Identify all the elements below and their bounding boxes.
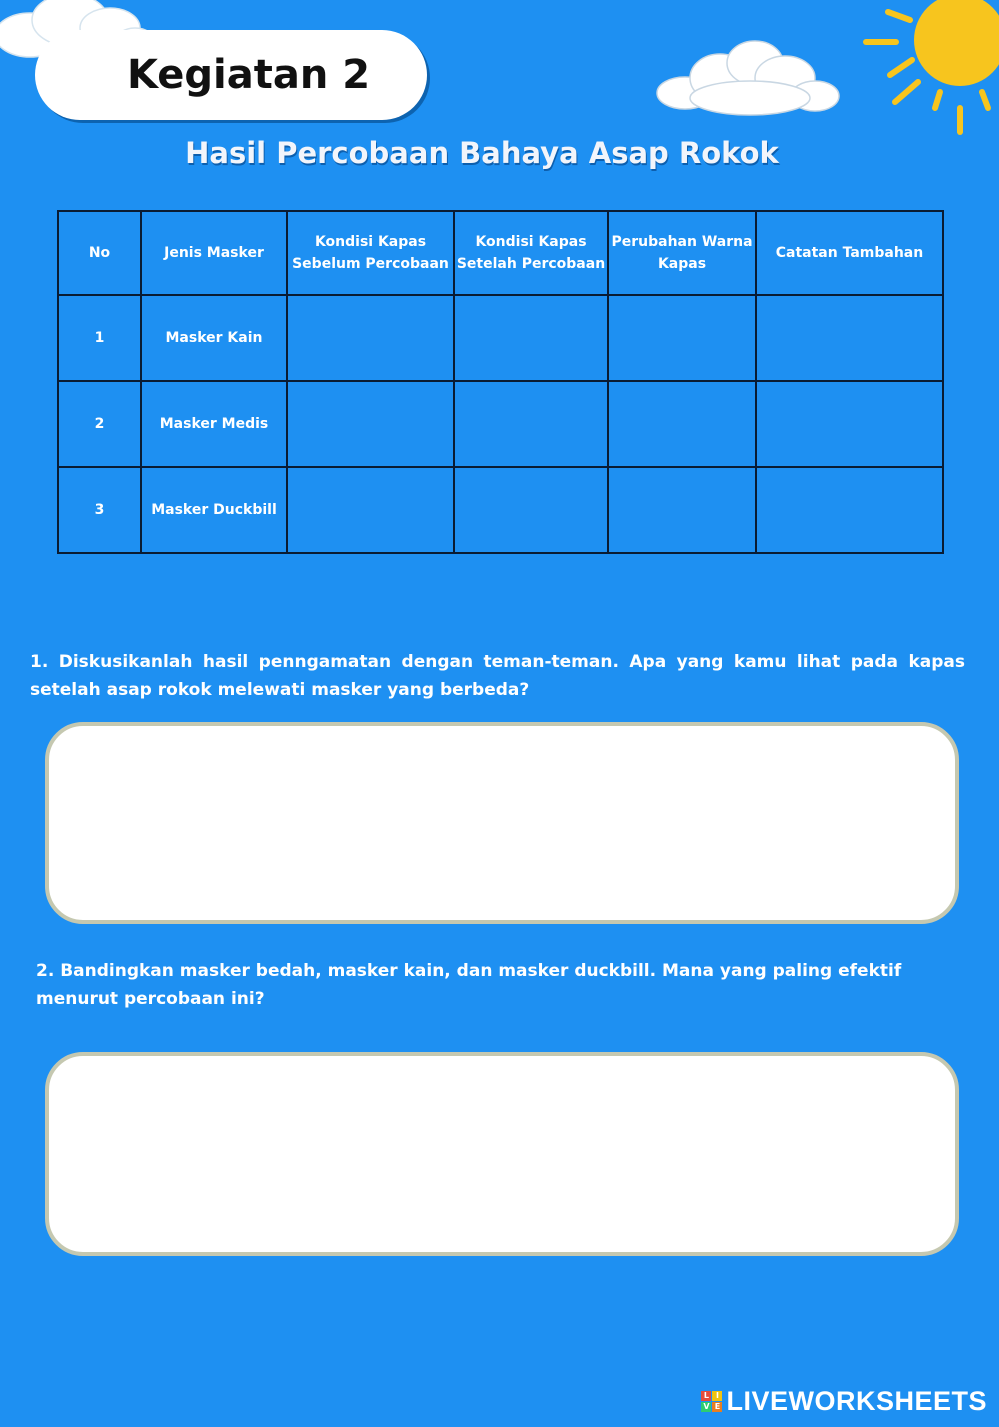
header-catatan: Catatan Tambahan	[756, 211, 943, 295]
cell-input-catatan[interactable]	[756, 295, 943, 381]
answer-box-2[interactable]	[45, 1052, 959, 1256]
title-banner	[35, 30, 427, 120]
cell-no: 2	[58, 381, 141, 467]
cloud-decoration-top-center	[655, 38, 845, 123]
table-header-row	[58, 211, 943, 295]
liveworksheets-watermark	[701, 1384, 987, 1418]
page-title: Kegiatan 2	[127, 52, 371, 98]
header-perubahan-warna: Perubahan Warna Kapas	[608, 211, 756, 295]
cell-input-perubahan[interactable]	[608, 467, 756, 553]
cell-input-catatan[interactable]	[756, 467, 943, 553]
cell-input-perubahan[interactable]	[608, 381, 756, 467]
cell-input-catatan[interactable]	[756, 381, 943, 467]
cell-input-setelah[interactable]	[454, 381, 608, 467]
table-row	[58, 381, 943, 467]
worksheet-subtitle: Hasil Percobaan Bahaya Asap Rokok	[185, 136, 779, 170]
cell-no: 1	[58, 295, 141, 381]
cell-no: 3	[58, 467, 141, 553]
cell-input-sebelum[interactable]	[287, 381, 454, 467]
observation-table	[57, 210, 944, 554]
table-row	[58, 467, 943, 553]
question-2-text: 2. Bandingkan masker bedah, masker kain, dan masker duckbill. Mana yang paling efektif menurut percobaan ini?	[36, 961, 902, 1009]
cell-input-sebelum[interactable]	[287, 467, 454, 553]
answer-box-1[interactable]	[45, 722, 959, 924]
liveworksheets-brand-text: LIVEWORKSHEETS	[726, 1385, 987, 1416]
header-kondisi-setelah: Kondisi Kapas Setelah Percobaan	[454, 211, 608, 295]
question-1-text: 1. Diskusikanlah hasil penngamatan dengan teman-teman. Apa yang kamu lihat pada kapas setelah asap rokok melewati masker yang berbeda?	[30, 652, 965, 700]
header-no: No	[58, 211, 141, 295]
liveworksheets-logo-icon: L I V E	[701, 1391, 722, 1412]
cell-input-setelah[interactable]	[454, 467, 608, 553]
cell-jenis-masker: Masker Duckbill	[141, 467, 287, 553]
cell-jenis-masker: Masker Medis	[141, 381, 287, 467]
header-kondisi-sebelum: Kondisi Kapas Sebelum Percobaan	[287, 211, 454, 295]
cell-input-perubahan[interactable]	[608, 295, 756, 381]
cell-input-sebelum[interactable]	[287, 295, 454, 381]
cell-jenis-masker: Masker Kain	[141, 295, 287, 381]
sun-decoration	[860, 0, 999, 140]
table-row	[58, 295, 943, 381]
header-jenis-masker: Jenis Masker	[141, 211, 287, 295]
cell-input-setelah[interactable]	[454, 295, 608, 381]
